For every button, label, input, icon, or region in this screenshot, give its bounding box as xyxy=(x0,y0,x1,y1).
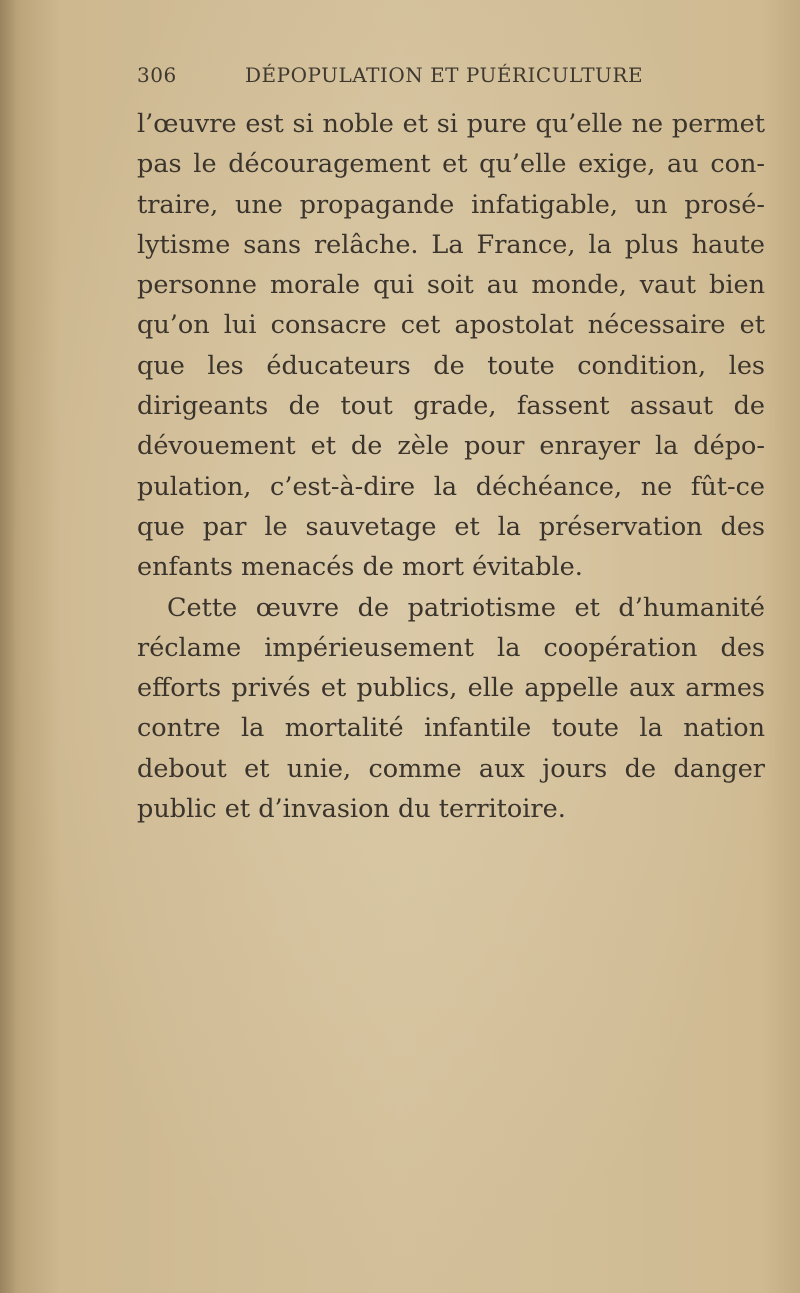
text-line: réclame impérieusement la coopération des xyxy=(137,632,765,663)
running-title: DÉPOPULATION ET PUÉRICULTURE xyxy=(245,63,644,87)
text-line: contre la mortalité infantile toute la nation xyxy=(137,713,765,744)
text-line: l’œuvre est si noble et si pure qu’elle ne permet xyxy=(137,109,765,139)
text-line: personne morale qui soit au monde, vaut bien xyxy=(137,270,765,301)
text-line: dévouement et de zèle pour enrayer la dépo- xyxy=(137,431,765,462)
text-line: pas le découragement et qu’elle exige, au con- xyxy=(137,149,765,180)
text-line: dirigeants de tout grade, fassent assaut de xyxy=(137,391,765,422)
page-gutter-shadow xyxy=(0,0,14,1293)
text-line: efforts privés et publics, elle appelle aux armes xyxy=(137,673,765,704)
text-line: Cette œuvre de patriotisme et d’humanité xyxy=(167,592,765,623)
running-header xyxy=(137,63,657,91)
text-line: lytisme sans relâche. La France, la plus haute xyxy=(137,229,765,260)
text-line: qu’on lui consacre cet apostolat nécessaire et xyxy=(137,310,765,341)
text-line: pulation, c’est-à-dire la déchéance, ne fût-ce xyxy=(137,471,765,502)
paragraph-2 xyxy=(137,588,765,830)
text-line: que les éducateurs de toute condition, les xyxy=(137,350,765,381)
text-line: enfants menacés de mort évitable. xyxy=(137,552,583,583)
text-line: public et d’invasion du territoire. xyxy=(137,794,566,825)
text-line: que par le sauvetage et la préservation des xyxy=(137,511,765,542)
text-line: debout et unie, comme aux jours de danger xyxy=(137,753,765,784)
paragraph-1 xyxy=(137,104,765,588)
text-line: traire, une propagande infatigable, un prosé- xyxy=(137,189,765,220)
page-number: 306 xyxy=(137,63,177,87)
body-text xyxy=(137,104,765,829)
